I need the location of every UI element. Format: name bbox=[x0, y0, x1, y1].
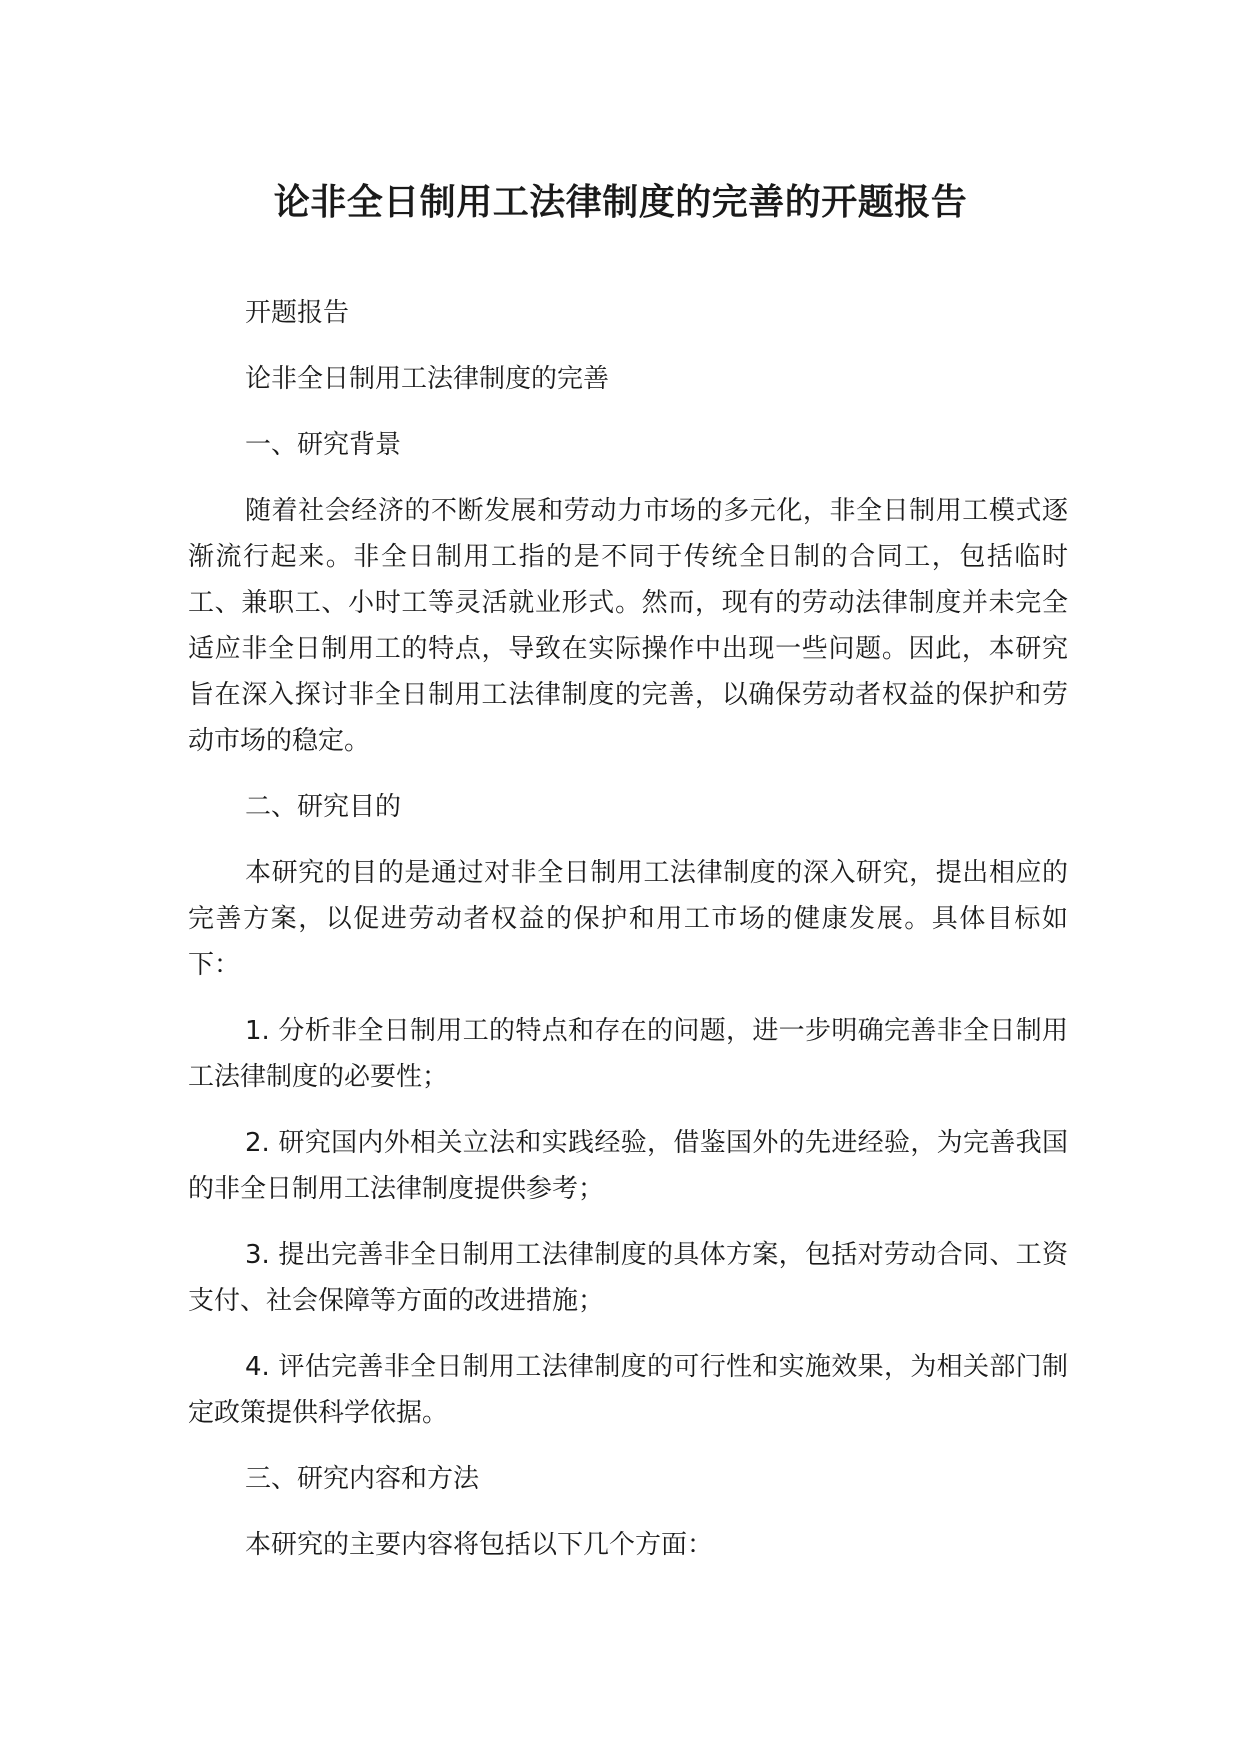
list-item-goal-1: 1. 分析非全日制用工的特点和存在的问题，进一步明确完善非全日制用工法律制度的必要性； bbox=[188, 1016, 1068, 1092]
section-heading-content-methods: 三、研究内容和方法 bbox=[245, 1464, 480, 1494]
paragraph-purpose: 本研究的目的是通过对非全日制用工法律制度的深入研究，提出相应的完善方案，以促进劳动者权益的保护和用工市场的健康发展。具体目标如下： bbox=[188, 858, 1068, 980]
paragraph-content-intro: 本研究的主要内容将包括以下几个方面： bbox=[245, 1530, 714, 1560]
document-title: 论非全日制用工法律制度的完善的开题报告 bbox=[273, 182, 968, 223]
paragraph-background: 随着社会经济的不断发展和劳动力市场的多元化，非全日制用工模式逐渐流行起来。非全日制用工指的是不同于传统全日制的合同工，包括临时工、兼职工、小时工等灵活就业形式。然而，现有的劳动法律制度并未完全适应非全日制用工的特点，导致在实际操作中出现一些问题。因此，本研究旨在深入探讨非全日制用工法律制度的完善，以确保劳动者权益的保护和劳动市场的稳定。 bbox=[188, 496, 1068, 756]
document-body bbox=[188, 290, 1068, 1588]
list-item-goal-2: 2. 研究国内外相关立法和实践经验，借鉴国外的先进经验，为完善我国的非全日制用工法律制度提供参考； bbox=[188, 1128, 1068, 1204]
list-item-goal-3: 3. 提出完善非全日制用工法律制度的具体方案，包括对劳动合同、工资支付、社会保障等方面的改进措施； bbox=[188, 1240, 1068, 1316]
section-label-report: 开题报告 bbox=[245, 298, 350, 328]
subtitle: 论非全日制用工法律制度的完善 bbox=[245, 364, 610, 394]
section-heading-purpose: 二、研究目的 bbox=[245, 792, 402, 822]
list-item-goal-4: 4. 评估完善非全日制用工法律制度的可行性和实施效果，为相关部门制定政策提供科学依据。 bbox=[188, 1352, 1068, 1428]
section-heading-background: 一、研究背景 bbox=[245, 430, 402, 460]
